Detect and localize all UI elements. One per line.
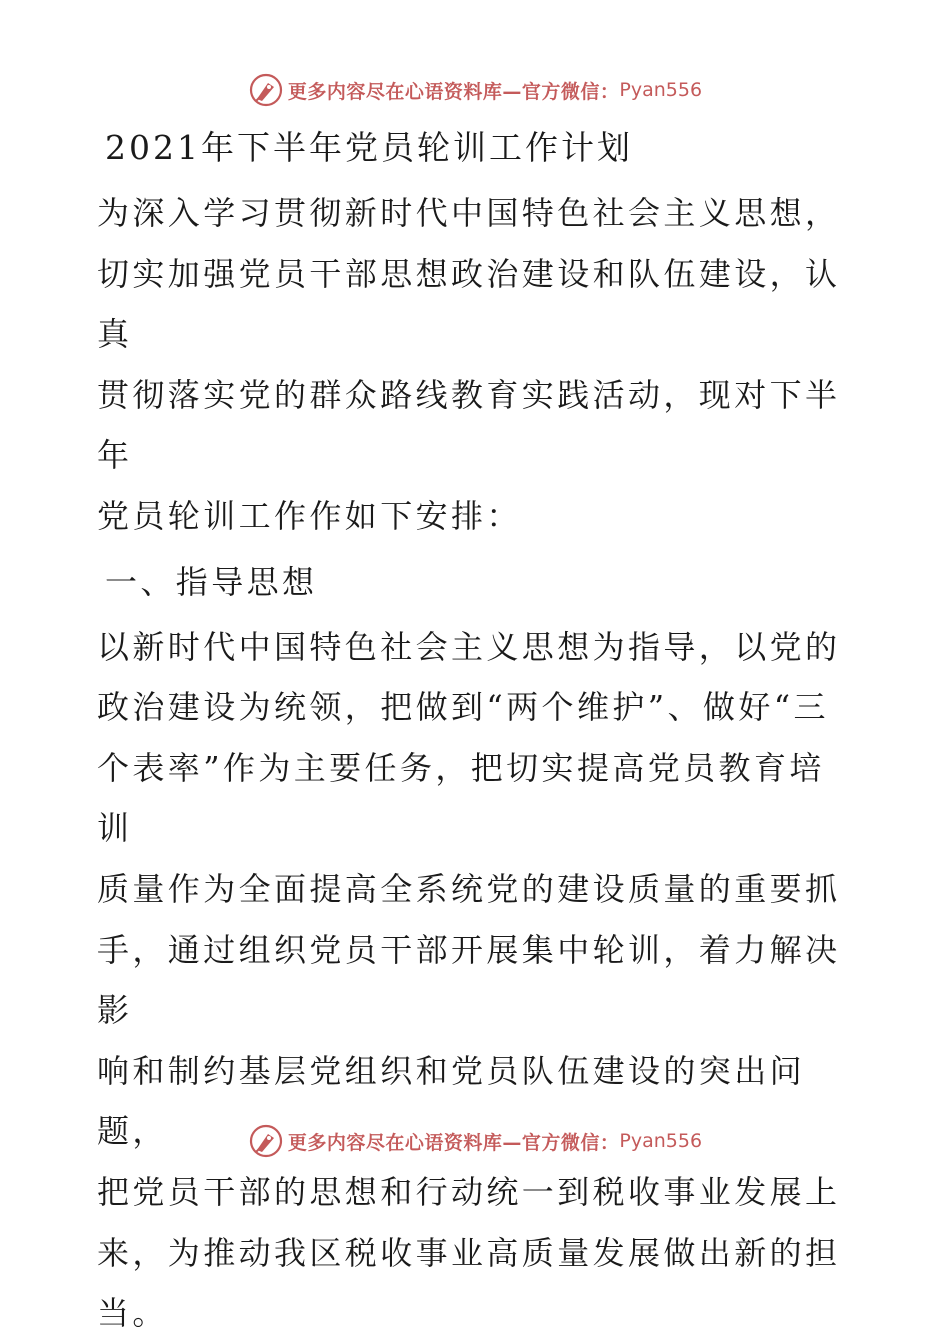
watermark-handle: Pyan556 xyxy=(619,1130,703,1152)
watermark-handle: Pyan556 xyxy=(619,79,703,101)
watermark-text: 更多内容尽在心语资料库—官方微信： xyxy=(287,80,620,103)
intro-paragraph: 为深入学习贯彻新时代中国特色社会主义思想， 切实加强党员干部思想政治建设和队伍建设，认真 贯彻落实党的群众路线教育实践活动，现对下半年 党员轮训工作作如下安排： xyxy=(97,194,841,535)
watermark-text: 更多内容尽在心语资料库—官方微信： xyxy=(287,1131,620,1154)
document-title: 2021年下半年党员轮训工作计划 xyxy=(105,128,633,167)
section-paragraph: 以新时代中国特色社会主义思想为指导，以党的 政治建设为统领，把做到“两个维护”、做好“三 个表率”作为主要任务，把切实提高党员教育培训 质量作为全面提高全系统党的建设质量的重要抓 手，通过组织党员干部开展集中轮训，着力解决影 响和制约基层党组织和党员队伍建设的突出问题， 把党员干部的思想和行动统一到税收事业发展上 来，为推动我区税收事业高质量发展做出新的担 当。 xyxy=(97,627,841,1333)
pen-nib-logo-icon xyxy=(248,1123,284,1159)
pen-nib-logo-icon xyxy=(248,72,284,108)
watermark-header xyxy=(0,70,950,110)
watermark-footer xyxy=(0,1121,950,1161)
section-heading: 一、指导思想 xyxy=(105,562,318,601)
